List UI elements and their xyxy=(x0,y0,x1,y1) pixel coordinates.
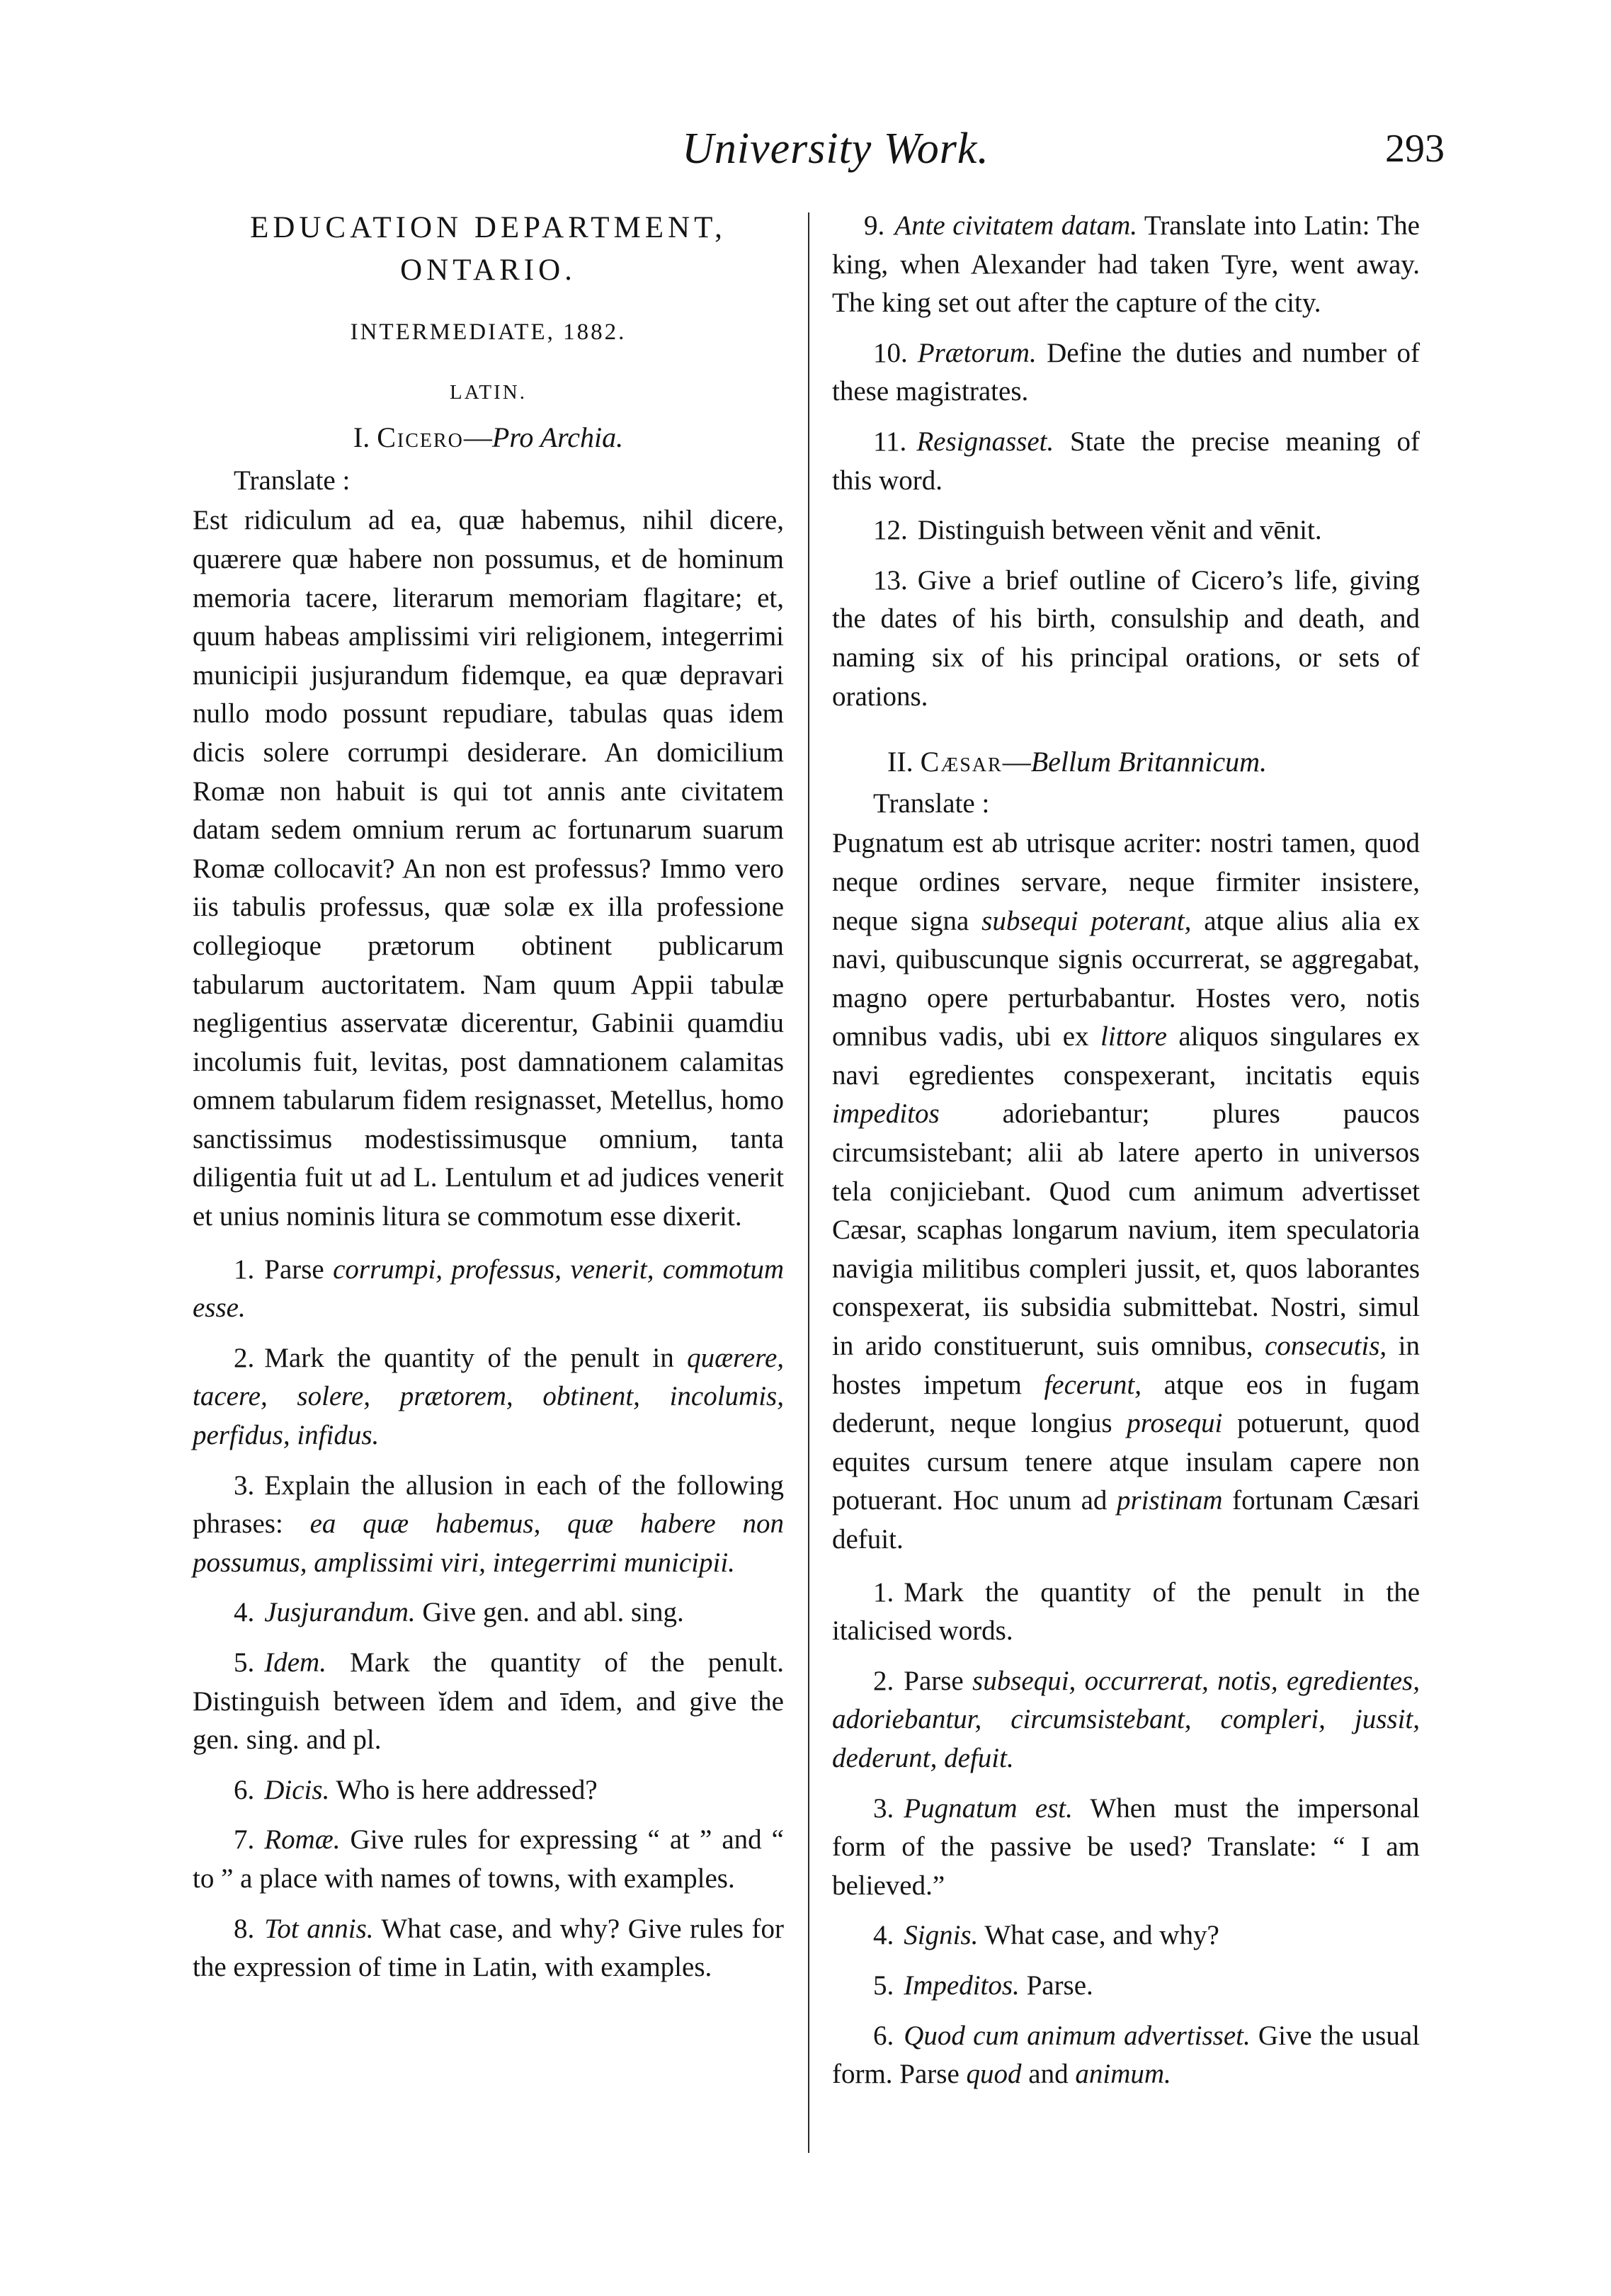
question-ii-1: 1. Mark the quantity of the penult in the italicised words. xyxy=(832,1576,1420,1647)
column-divider xyxy=(808,212,809,2153)
section-numeral: I. xyxy=(353,421,370,454)
question-12: 12. Distinguish between vĕnit and vēnit. xyxy=(873,515,1322,546)
question-ii-2: 2. Parse subsequi, occurrerat, notis, egredientes, adoriebantur, circumsistebant, compleri, jussit, dederunt, defuit. xyxy=(832,1665,1420,1773)
subject-heading: LATIN. xyxy=(449,380,527,404)
translate-label: Translate : xyxy=(873,788,990,819)
question-13: 13. Give a brief outline of Cicero’s life, giving the dates of his birth, consulship and death, and naming six of his principal orations, or sets of orations. xyxy=(832,564,1420,712)
section-author: Cæsar xyxy=(920,746,1003,778)
left-column xyxy=(193,207,784,1999)
question-6: 6. Dicis. Who is here addressed? xyxy=(234,1774,598,1805)
section-author: Cicero xyxy=(377,421,464,454)
section-dash: — xyxy=(1002,746,1031,778)
section-heading-caesar xyxy=(887,743,1420,782)
question-ii-6: 6. Quod cum animum advertisset. Give the usual form. Parse quod and animum. xyxy=(832,2020,1420,2090)
question-ii-5: 5. Impeditos. Parse. xyxy=(873,1970,1093,2001)
question-9: 9. Ante civitatem datam. Translate into Latin: The king, when Alexander had taken Tyre, went away. The king set out after the capture of the city. xyxy=(832,210,1420,319)
running-title: University Work. xyxy=(682,125,989,173)
section-heading-cicero xyxy=(193,419,784,458)
department-heading: EDUCATION DEPARTMENT, xyxy=(250,211,727,244)
section-work: Pro Archia. xyxy=(491,421,624,454)
section-dash: — xyxy=(463,421,492,454)
question-1: 1. Parse corrumpi, professus, venerit, commotum esse. xyxy=(193,1254,784,1324)
question-7: 7. Romæ. Give rules for expressing “ at ” and “ to ” a place with names of towns, with examples. xyxy=(193,1824,784,1894)
question-3: 3. Explain the allusion in each of the following phrases: ea quæ habemus, quæ habere non possumus, amplissimi viri, integerrimi municipii. xyxy=(193,1470,784,1578)
section-work: Bellum Britannicum. xyxy=(1030,746,1267,778)
translate-label: Translate : xyxy=(234,465,351,496)
exam-level-heading: INTERMEDIATE, 1882. xyxy=(350,319,627,345)
page-number: 293 xyxy=(1385,127,1445,171)
question-8: 8. Tot annis. What case, and why? Give rules for the expression of time in Latin, with examples. xyxy=(193,1913,784,1983)
question-ii-4: 4. Signis. What case, and why? xyxy=(873,1920,1219,1951)
question-2: 2. Mark the quantity of the penult in quærere, tacere, solere, prætorem, obtinent, incolumis, perfidus, infidus. xyxy=(193,1342,784,1451)
question-11: 11. Resignasset. State the precise meaning of this word. xyxy=(832,426,1420,496)
latin-passage-cicero: Est ridiculum ad ea, quæ habemus, nihil dicere, quærere quæ habere non possumus, et de hominum memoria tacere, literarum memoriam flagitare; et, quum habeas amplissimi viri religionem, integerrimi municipii jusjurandum fidemque, ea quæ depravari nullo modo possunt repudiare, tabulas quas idem dicis solere corrumpi desiderare. An domicilium Romæ non habuit is qui tot annis ante civitatem datam sedem omnium rerum ac fortunarum suarum Romæ collocavit? An non est professus? Immo vero iis tabulis professus, quæ solæ ex illa professione collegioque prætorum obtinent publicarum tabularum auctoritatem. Nam quum Appii tabulæ negligentius asservatæ dicerentur, Gabinii quamdiu incolumis fuit, levitas, post damnationem calamitas omnem tabularum fidem resignasset, Metellus, homo sanctissimus modestissimusque omnium, tanta diligentia fuit ut ad L. Lentulum et ad judices venerit et unius nominis litura se commotum esse dixerit. xyxy=(193,505,784,1232)
question-5: 5. Idem. Mark the quantity of the penult. Distinguish between ĭdem and īdem, and give the gen. sing. and pl. xyxy=(193,1647,784,1756)
question-10: 10. Prætorum. Define the duties and number of these magistrates. xyxy=(832,337,1420,407)
latin-passage-caesar: Pugnatum est ab utrisque acriter: nostri tamen, quod neque ordines servare, neque firmiter insistere, neque signa subsequi poterant, atque alius alia ex navi, quibuscunque signis occurrerat, se aggregabat, magno opere perturbabantur. Hostes vero, notis omnibus vadis, ubi ex littore aliquos singulares ex navi egredientes conspexerant, incitatis equis impeditos adoriebantur; plures paucos circumsistebant; alii ab latere aperto in universos tela conjiciebant. Quod cum animum advertisset Cæsar, scaphas longarum navium, item speculatoria navigia militibus compleri jussit, et, quos laborantes conspexerat, iis subsidia submittebat. Nostri, simul in arido constituerunt, suis omnibus, consecutis, in hostes impetum fecerunt, atque eos in fugam dederunt, neque longius prosequi potuerunt, quod equites cursum tenere atque insulam capere non potuerant. Hoc unum ad pristinam fortunam Cæsari defuit. xyxy=(832,828,1420,1555)
province-heading: ONTARIO. xyxy=(400,254,576,287)
question-4: 4. Jusjurandum. Give gen. and abl. sing. xyxy=(234,1597,684,1628)
question-ii-3: 3. Pugnatum est. When must the impersonal form of the passive be used? Translate: “ I am believed.” xyxy=(832,1792,1420,1901)
section-numeral: II. xyxy=(887,746,913,778)
right-column xyxy=(832,207,1420,2105)
